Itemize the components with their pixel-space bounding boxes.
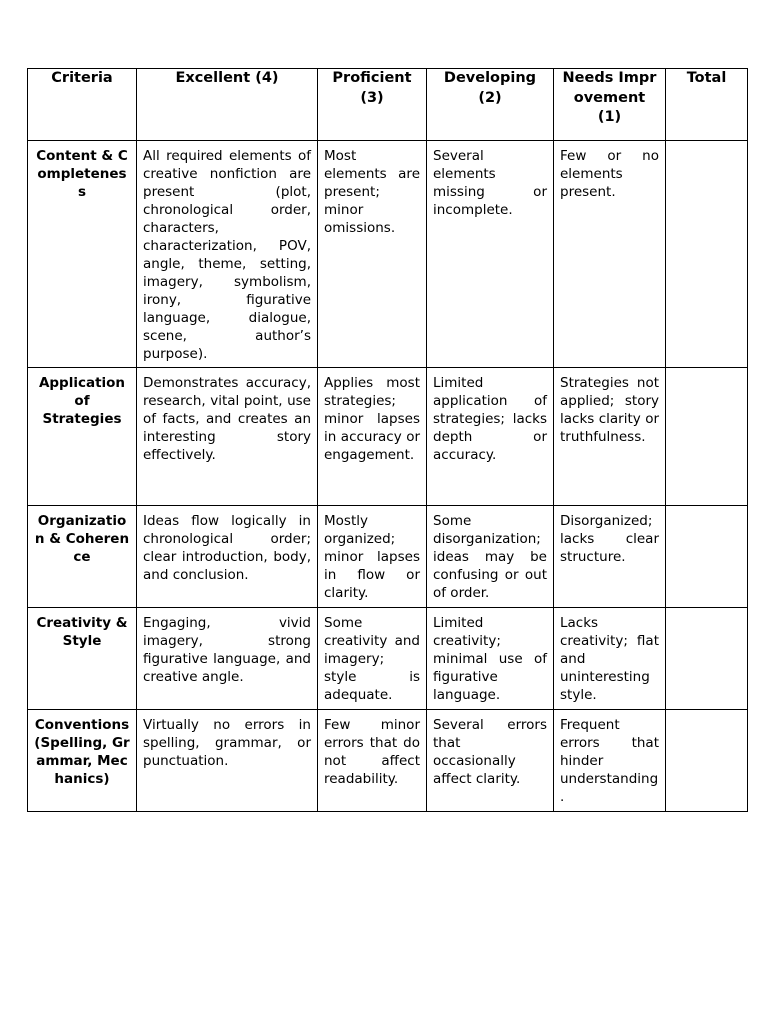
excellent-cell: Ideas flow logically in chronological order; clear introduction, body, and conclusion.: [137, 506, 318, 608]
rubric-table: [27, 68, 748, 812]
table-row: [28, 368, 748, 506]
developing-cell: Limited application of strategies; lacks depth or accuracy.: [427, 368, 554, 506]
header-total: Total: [666, 69, 748, 141]
header-developing: Developing (2): [427, 69, 554, 141]
developing-cell: Limited creativity; minimal use of figurative language.: [427, 608, 554, 710]
criterion-cell: Organization & Coherence: [28, 506, 137, 608]
total-cell: [666, 368, 748, 506]
needs-improvement-cell: Disorganized; lacks clear structure.: [554, 506, 666, 608]
table-row: [28, 608, 748, 710]
header-excellent: Excellent (4): [137, 69, 318, 141]
proficient-cell: Some creativity and imagery; style is adequate.: [318, 608, 427, 710]
proficient-cell: Most elements are present; minor omissions.: [318, 141, 427, 368]
excellent-cell: Virtually no errors in spelling, grammar, or punctuation.: [137, 710, 318, 812]
excellent-cell: Engaging, vivid imagery, strong figurative language, and creative angle.: [137, 608, 318, 710]
proficient-cell: Few minor errors that do not affect readability.: [318, 710, 427, 812]
criterion-cell: Application of Strategies: [28, 368, 137, 506]
needs-improvement-cell: Lacks creativity; flat and uninteresting style.: [554, 608, 666, 710]
header-criteria: Criteria: [28, 69, 137, 141]
criterion-cell: Conventions (Spelling, Grammar, Mechanics): [28, 710, 137, 812]
table-row: [28, 710, 748, 812]
developing-cell: Several errors that occasionally affect clarity.: [427, 710, 554, 812]
proficient-cell: Mostly organized; minor lapses in flow or clarity.: [318, 506, 427, 608]
developing-cell: Some disorganization; ideas may be confusing or out of order.: [427, 506, 554, 608]
excellent-cell: All required elements of creative nonfiction are present (plot, chronological order, characters, characterization, POV, angle, theme, setting, imagery, symbolism, irony, figurative language, dialogue, scene, author’s purpose).: [137, 141, 318, 368]
total-cell: [666, 608, 748, 710]
header-proficient: Proficient (3): [318, 69, 427, 141]
table-row: [28, 506, 748, 608]
needs-improvement-cell: Strategies not applied; story lacks clarity or truthfulness.: [554, 368, 666, 506]
criterion-cell: Creativity & Style: [28, 608, 137, 710]
criterion-cell: Content & Completeness: [28, 141, 137, 368]
total-cell: [666, 141, 748, 368]
header-needs-improvement: Needs Improvement (1): [554, 69, 666, 141]
needs-improvement-cell: Frequent errors that hinder understanding.: [554, 710, 666, 812]
developing-cell: Several elements missing or incomplete.: [427, 141, 554, 368]
header-row: [28, 69, 748, 141]
total-cell: [666, 506, 748, 608]
total-cell: [666, 710, 748, 812]
needs-improvement-cell: Few or no elements present.: [554, 141, 666, 368]
table-row: [28, 141, 748, 368]
proficient-cell: Applies most strategies; minor lapses in accuracy or engagement.: [318, 368, 427, 506]
excellent-cell: Demonstrates accuracy, research, vital point, use of facts, and creates an interesting story effectively.: [137, 368, 318, 506]
